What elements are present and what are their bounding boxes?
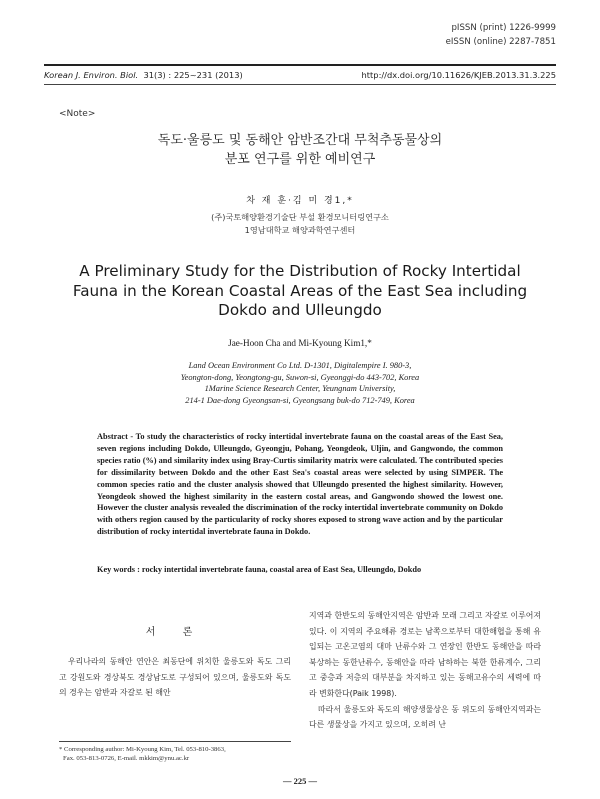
- korean-affiliations: [60, 211, 540, 237]
- header-rule-bottom: [44, 84, 556, 85]
- intro-paragraph-left: 우리나라의 동해안 연안은 최동단에 위치한 울릉도와 독도 그리고 강원도와 경상북도 경상남도로 구성되어 있으며, 울릉도와 독도의 경우는 암반과 자갈로 된 해안: [59, 657, 291, 698]
- corresponding-author-footnote: [59, 745, 291, 763]
- korean-affil-line1: (주)국토해양환경기술단 부설 환경모니터링연구소: [211, 212, 389, 222]
- english-affil-line1: Land Ocean Environment Co Ltd. D-1301, Digitalempire I. 980-3,: [188, 361, 412, 370]
- korean-affil-line2: 1영남대학교 해양과학연구센터: [244, 225, 356, 235]
- journal-issue: 31(3) : 225~231 (2013): [143, 70, 243, 80]
- journal-bar: [44, 69, 556, 83]
- english-affil-line2: Yeongton-dong, Yeongtong-gu, Suwon-si, Gyeonggi-do 443-702, Korea: [180, 372, 420, 382]
- page-number: ― 225 ―: [283, 776, 317, 786]
- doi-link[interactable]: http://dx.doi.org/10.11626/KJEB.2013.31.3.225: [361, 70, 556, 80]
- right-column: [309, 608, 541, 733]
- english-affil-line3: 1Marine Science Research Center, Yeungnam University,: [204, 384, 396, 394]
- pissn-label: pISSN (print) 1226-9999: [451, 23, 556, 33]
- header-rule-top: [44, 64, 556, 66]
- footnote-line1: * Corresponding author: Mi-Kyoung Kim, Tel. 053-810-3863,: [59, 746, 226, 753]
- keywords: Key words : rocky intertidal invertebrate fauna, coastal area of East Sea, Ulleungdo, Dokdo: [97, 565, 422, 574]
- footnote-rule: [59, 741, 291, 742]
- intro-paragraph-right-2: 따라서 울릉도와 독도의 해양생물상은 동 위도의 동해안지역과는 다른 생물상을 가지고 있으며, 오히려 난: [309, 704, 541, 730]
- eissn-label: eISSN (online) 2287-7851: [445, 37, 556, 47]
- intro-paragraph-right-1: 지역과 한반도의 동해안지역은 암반과 모래 그리고 자갈로 이루어져 있다. 이 지역의 주요해류 경로는 남쪽으로부터 대한해협을 통해 유입되는 고온고염의 대마 난류수와 그 연장인 한반도 동해안을 따라 북상하는 동한난류수, 동해안을 따라 남하하는 북한 한류계수, 그리고 중층과 저층의 대부분을 차지하고 있는 동해고유수의 세력에 따라 변화한다(Paik 1998).: [309, 611, 541, 698]
- english-title: A Preliminary Study for the Distribution of Rocky Intertidal Fauna in the Korean Coastal Areas of the East Sea including Dokdo and Ulleungdo: [72, 262, 528, 319]
- korean-title-line1: 독도·울릉도 및 동해안 암반조간대 무척추동물상의: [157, 133, 443, 148]
- left-column: [59, 623, 291, 701]
- english-authors: Jae-Hoon Cha and Mi-Kyoung Kim1,*: [228, 338, 372, 348]
- note-label: <Note>: [59, 109, 96, 119]
- journal-citation: [44, 70, 243, 80]
- section-title-introduction: 서 론: [145, 627, 205, 638]
- journal-name: Korean J. Environ. Biol.: [44, 70, 139, 80]
- korean-title: [60, 131, 540, 169]
- korean-authors: 차 재 훈·김 미 경1,*: [246, 196, 354, 206]
- abstract: Abstract - To study the characteristics of rocky intertidal invertebrate fauna on the coastal areas of the East Sea, seven regions including Dokdo, Ulleungdo, Gyeongju, Pohang, Yeongdeok, Uljin, and Gangwondo, the common species ratio (%) and similarity index using Bray-Curtis similarity matrix were calculated. The contributed species for dissimilarity between Dokdo and the other East Sea's coastal areas were selected by using SIMPER. The common species ratio and the cluster analysis showed that Ulleungdo presented the highest similarity. However, Yeongdeok showed the highest similarity in the eastern costal areas, and Gangwondo showed the lowest one. However the cluster analysis revealed the discrimination of the rocky intertidal invertebrate community on Dokdo with others region caused by the particularity of rocky shores exposed to strong wave action and by the particular distribution of rocky intertidal invertebrate fauna in Dokdo.: [97, 432, 503, 537]
- english-affiliations: [60, 360, 540, 406]
- english-affil-line4: 214-1 Dae-dong Gyeongsan-si, Gyeongsang buk-do 712-749, Korea: [185, 395, 415, 405]
- footnote-line2: Fax. 053-813-0726, E-mail. mkkim@ynu.ac.kr: [63, 755, 190, 763]
- korean-title-line2: 분포 연구를 위한 예비연구: [224, 152, 376, 167]
